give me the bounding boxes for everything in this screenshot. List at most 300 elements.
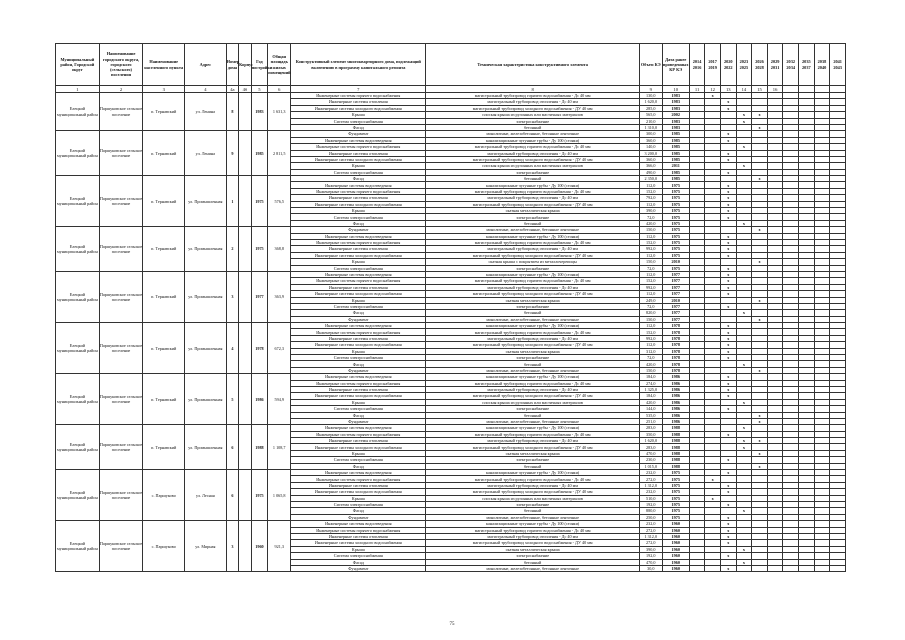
volume-cell: 390,0	[639, 546, 662, 552]
prior-repair-date-cell: 1975	[662, 188, 689, 194]
period-cell	[767, 565, 783, 571]
period-cell: x	[752, 450, 768, 456]
period-cell: x	[720, 374, 736, 380]
volume-cell: 232,0	[639, 521, 662, 527]
prior-repair-date-cell: 2002	[662, 112, 689, 118]
street-cell: ул. Лесная	[185, 470, 227, 521]
column-number: 8	[426, 86, 639, 93]
characteristic-cell: электроснабжение	[426, 214, 639, 220]
locality-cell: п. Тернавский	[143, 271, 185, 322]
header-cell: Техническая характеристика конструктивного элемента	[426, 44, 639, 86]
characteristic-cell: скатная металлическая крыша	[426, 297, 639, 303]
element-cell: Фундамент	[291, 367, 426, 373]
volume-cell: 283,0	[639, 425, 662, 431]
column-number-row	[56, 86, 846, 93]
locality-cell: п. Тернавский	[143, 374, 185, 425]
element-cell: Инженерные системы горячего водоснабжения	[291, 329, 426, 335]
header-cell: Адрес	[185, 44, 227, 86]
period-cell	[830, 565, 846, 571]
prior-repair-date-cell: 1975	[662, 508, 689, 514]
volume-cell: 112,0	[639, 201, 662, 207]
characteristic-cell: магистральный трубопровод горячего водоснабжения - Дс 40 мм	[426, 476, 639, 482]
volume-cell: 510,0	[639, 495, 662, 501]
element-cell: Инженерные системы горячего водоснабжения	[291, 431, 426, 437]
column-number: 15	[752, 86, 768, 93]
year-built-cell: 1960	[251, 521, 268, 572]
characteristic-cell: магистральный трубопровод холодного водоснабжения - ДУ 40 мм	[426, 201, 639, 207]
header-cell: Дата ранее проведенных КР КЭ	[662, 44, 689, 86]
period-cell: x	[720, 335, 736, 341]
period-cell: x	[720, 342, 736, 348]
characteristic-cell: электроснабжение	[426, 303, 639, 309]
characteristic-cell: электроснабжение	[426, 406, 639, 412]
characteristic-cell: канализационные чугунные трубы - Ду 100 (стояки)	[426, 323, 639, 329]
volume-cell: 140,0	[639, 144, 662, 150]
volume-cell: 272,0	[639, 540, 662, 546]
element-cell: Инженерные системы холодного водоснабжения	[291, 540, 426, 546]
house-number-cell: 3	[226, 271, 238, 322]
element-cell: Фасад	[291, 310, 426, 316]
volume-cell: 366,0	[639, 163, 662, 169]
district-cell: Елецкий муниципальный район	[56, 271, 100, 322]
area-cell: 363,9	[268, 271, 291, 322]
period-cell: x	[736, 438, 752, 444]
element-cell: Инженерные системы отопления	[291, 284, 426, 290]
period-cell: x	[736, 444, 752, 450]
characteristic-cell: электроснабжение	[426, 265, 639, 271]
period-cell: x	[720, 188, 736, 194]
element-cell: Инженерные системы холодного водоснабжения	[291, 393, 426, 399]
characteristic-cell: магистральный трубопровод горячего водоснабжения - Дс 40 мм	[426, 380, 639, 386]
volume-cell: 250,0	[639, 514, 662, 520]
characteristic-cell: магистральный трубопровод горячего водоснабжения - Дс 40 мм	[426, 93, 639, 99]
volume-cell: 150,0	[639, 367, 662, 373]
volume-cell: 232,0	[639, 489, 662, 495]
characteristic-cell: магистральный трубопровод холодного водоснабжения - ДУ 40 мм	[426, 540, 639, 546]
volume-cell: 112,0	[639, 342, 662, 348]
volume-cell: 360,0	[639, 137, 662, 143]
prior-repair-date-cell: 1978	[662, 361, 689, 367]
characteristic-cell: канализационные чугунные трубы - Ду 100 (стояки)	[426, 521, 639, 527]
volume-cell: 490,0	[639, 169, 662, 175]
period-cell	[799, 565, 815, 571]
period-cell: x	[720, 182, 736, 188]
street-cell: ул. Промышленная	[185, 176, 227, 227]
element-cell: Инженерные системы отопления	[291, 246, 426, 252]
period-cell: x	[720, 565, 736, 571]
element-cell: Инженерные системы отопления	[291, 335, 426, 341]
period-cell: x	[720, 156, 736, 162]
settlement-cell: Паршуковское сельское поселение	[99, 323, 143, 374]
period-cell	[705, 565, 721, 571]
characteristic-cell: магистральный трубопровод отопления - Дс 40 мм	[426, 195, 639, 201]
period-cell	[783, 565, 799, 571]
column-number: 7	[291, 86, 426, 93]
header-cell: 2032 2034	[783, 44, 799, 86]
element-cell: Инженерные системы холодного водоснабжения	[291, 444, 426, 450]
settlement-cell: Паршуковское сельское поселение	[99, 521, 143, 572]
element-cell: Инженерные системы отопления	[291, 533, 426, 539]
prior-repair-date-cell: 1975	[662, 239, 689, 245]
volume-cell: 285,0	[639, 105, 662, 111]
characteristic-cell: магистральный трубопровод горячего водоснабжения - Дс 40 мм	[426, 278, 639, 284]
volume-cell: 251,0	[639, 418, 662, 424]
volume-cell: 150,0	[639, 316, 662, 322]
volume-cell: 152,0	[639, 278, 662, 284]
prior-repair-date-cell: 1975	[662, 482, 689, 488]
program-table-sheet	[55, 43, 846, 572]
street-cell: ул. Ленина	[185, 131, 227, 176]
prior-repair-date-cell: 1983	[662, 99, 689, 105]
characteristic-cell: магистральный трубопровод отопления - Дс 40 мм	[426, 335, 639, 341]
characteristic-cell: магистральный трубопровод отопления - Дс 40 мм	[426, 284, 639, 290]
building-cell	[239, 470, 251, 521]
characteristic-cell: магистральный трубопровод горячего водоснабжения - Дс 40 мм	[426, 329, 639, 335]
period-cell	[752, 565, 768, 571]
period-cell: x	[720, 303, 736, 309]
period-cell: x	[720, 527, 736, 533]
element-cell: Инженерные системы водоотведения	[291, 323, 426, 329]
district-cell: Елецкий муниципальный район	[56, 227, 100, 272]
characteristic-cell: бетонный	[426, 559, 639, 565]
district-cell: Елецкий муниципальный район	[56, 470, 100, 521]
prior-repair-date-cell: 2010	[662, 259, 689, 265]
period-cell: x	[720, 169, 736, 175]
column-number	[830, 86, 846, 93]
characteristic-cell: магистральный трубопровод горячего водоснабжения - Дс 40 мм	[426, 431, 639, 437]
prior-repair-date-cell: 1983	[662, 93, 689, 99]
period-cell: x	[736, 144, 752, 150]
period-cell: x	[720, 239, 736, 245]
prior-repair-date-cell: 1988	[662, 444, 689, 450]
period-cell: x	[720, 214, 736, 220]
locality-cell: п. Тернавский	[143, 425, 185, 470]
area-cell: 2 811,5	[268, 131, 291, 176]
locality-cell: п. Тернавский	[143, 227, 185, 272]
volume-cell: 192,0	[639, 502, 662, 508]
volume-cell: 1 310,0	[639, 124, 662, 130]
element-cell: Инженерные системы холодного водоснабжения	[291, 291, 426, 297]
period-cell: x	[720, 514, 736, 520]
prior-repair-date-cell: 1988	[662, 457, 689, 463]
characteristic-cell: магистральный трубопровод холодного водоснабжения - ДУ 40 мм	[426, 156, 639, 162]
period-cell: x	[720, 489, 736, 495]
element-cell: Инженерные системы холодного водоснабжения	[291, 156, 426, 162]
prior-repair-date-cell: 1975	[662, 182, 689, 188]
element-cell: Крыша	[291, 208, 426, 214]
column-number	[799, 86, 815, 93]
prior-repair-date-cell: 1975	[662, 246, 689, 252]
volume-cell: 72,0	[639, 214, 662, 220]
area-cell: 1 065,8	[268, 470, 291, 521]
characteristic-cell: электроснабжение	[426, 553, 639, 559]
period-cell: x	[720, 105, 736, 111]
column-number: 1	[56, 86, 100, 93]
volume-cell: 150,0	[639, 227, 662, 233]
element-cell: Инженерные системы горячего водоснабжения	[291, 527, 426, 533]
volume-cell: 470,0	[639, 559, 662, 565]
element-cell: Инженерные системы холодного водоснабжения	[291, 342, 426, 348]
prior-repair-date-cell: 1960	[662, 546, 689, 552]
element-cell: Фундамент	[291, 565, 426, 571]
building-cell	[239, 374, 251, 425]
volume-cell: 565,0	[639, 112, 662, 118]
element-cell: Инженерные системы горячего водоснабжения	[291, 144, 426, 150]
period-cell: x	[720, 265, 736, 271]
period-cell: x	[720, 540, 736, 546]
volume-cell: 112,0	[639, 323, 662, 329]
period-cell: x	[720, 348, 736, 354]
street-cell: ул. Промышленная	[185, 374, 227, 425]
house-number-cell: 1	[226, 176, 238, 227]
element-cell: Система электроснабжения	[291, 214, 426, 220]
volume-cell: 112,0	[639, 291, 662, 297]
element-cell: Инженерные системы водоотведения	[291, 374, 426, 380]
locality-cell: п. Тернавский	[143, 131, 185, 176]
period-cell: x	[736, 508, 752, 514]
element-cell: Фундамент	[291, 418, 426, 424]
prior-repair-date-cell: 1960	[662, 553, 689, 559]
volume-cell: 300,0	[639, 131, 662, 137]
period-cell: x	[752, 259, 768, 265]
period-cell: x	[720, 431, 736, 437]
period-cell: x	[705, 495, 721, 501]
volume-cell: 1 312,0	[639, 482, 662, 488]
column-number: 14	[736, 86, 752, 93]
element-cell: Инженерные системы водоотведения	[291, 470, 426, 476]
characteristic-cell: канализационные чугунные трубы - Ду 100 (стояки)	[426, 271, 639, 277]
characteristic-cell: канализационные чугунные трубы - Ду 100 (стояки)	[426, 374, 639, 380]
element-cell: Крыша	[291, 399, 426, 405]
settlement-cell: Паршуковское сельское поселение	[99, 374, 143, 425]
volume-cell: 2 350,0	[639, 176, 662, 182]
characteristic-cell: магистральный трубопровод горячего водоснабжения - Дс 40 мм	[426, 144, 639, 150]
element-cell: Инженерные системы водоотведения	[291, 521, 426, 527]
element-cell: Система электроснабжения	[291, 355, 426, 361]
house-number-cell: 4	[226, 323, 238, 374]
characteristic-cell: скатная металлическая крыша	[426, 208, 639, 214]
header-cell: 2029 2031	[767, 44, 783, 86]
element-cell: Инженерные системы водоотведения	[291, 137, 426, 143]
characteristic-cell: бетонный	[426, 463, 639, 469]
period-cell: x	[705, 93, 721, 99]
period-cell: x	[752, 418, 768, 424]
prior-repair-date-cell: 1978	[662, 367, 689, 373]
prior-repair-date-cell: 1978	[662, 342, 689, 348]
characteristic-cell: канализационные чугунные трубы - Ду 100 (стояки)	[426, 470, 639, 476]
characteristic-cell: магистральный трубопровод отопления - Дс 40 мм	[426, 533, 639, 539]
characteristic-cell: канализационные чугунные трубы - Ду 100 (стояки)	[426, 137, 639, 143]
period-cell: x	[720, 99, 736, 105]
prior-repair-date-cell: 1975	[662, 476, 689, 482]
column-number	[814, 86, 830, 93]
element-cell: Фундамент	[291, 131, 426, 137]
element-cell: Фасад	[291, 559, 426, 565]
characteristic-cell: скатная металлическая крыша	[426, 348, 639, 354]
period-cell: x	[720, 131, 736, 137]
prior-repair-date-cell: 1975	[662, 470, 689, 476]
period-cell: x	[720, 482, 736, 488]
area-cell: 368,8	[268, 227, 291, 272]
prior-repair-date-cell: 1986	[662, 374, 689, 380]
locality-cell: с. Паршуково	[143, 521, 185, 572]
element-cell: Инженерные системы холодного водоснабжения	[291, 252, 426, 258]
element-cell: Инженерные системы водоотведения	[291, 425, 426, 431]
characteristic-cell: бетонный	[426, 310, 639, 316]
house-number-cell: 2	[226, 227, 238, 272]
volume-cell: 112,0	[639, 271, 662, 277]
characteristic-cell: бетонный	[426, 220, 639, 226]
characteristic-cell: магистральный трубопровод холодного водоснабжения - ДУ 40 мм	[426, 444, 639, 450]
column-number: 10	[662, 86, 689, 93]
characteristic-cell: электроснабжение	[426, 355, 639, 361]
year-built-cell: 1975	[251, 176, 268, 227]
house-number-cell: 5	[226, 374, 238, 425]
period-cell: x	[720, 195, 736, 201]
characteristic-cell: плоская крыша из рулонных или мастичных материалов	[426, 112, 639, 118]
element-cell: Фасад	[291, 508, 426, 514]
page-number: 75	[449, 622, 455, 627]
prior-repair-date-cell: 1986	[662, 412, 689, 418]
characteristic-cell: магистральный трубопровод отопления - Дс 40 мм	[426, 438, 639, 444]
element-cell: Фундамент	[291, 227, 426, 233]
characteristic-cell: бетонный	[426, 361, 639, 367]
period-cell: x	[736, 546, 752, 552]
element-cell: Инженерные системы горячего водоснабжения	[291, 188, 426, 194]
volume-cell: 230,0	[639, 457, 662, 463]
element-cell: Фасад	[291, 361, 426, 367]
period-cell: x	[752, 297, 768, 303]
element-cell: Инженерные системы водоотведения	[291, 271, 426, 277]
header-cell: 2038 2040	[814, 44, 830, 86]
prior-repair-date-cell: 1983	[662, 124, 689, 130]
volume-cell: 350,0	[639, 431, 662, 437]
element-cell: Инженерные системы горячего водоснабжения	[291, 93, 426, 99]
column-number: 13	[720, 86, 736, 93]
prior-repair-date-cell: 1988	[662, 450, 689, 456]
prior-repair-date-cell: 1985	[662, 169, 689, 175]
characteristic-cell: магистральный трубопровод отопления - Дс 40 мм	[426, 246, 639, 252]
area-cell: 594,9	[268, 374, 291, 425]
volume-cell: 72,0	[639, 265, 662, 271]
volume-cell: 1 325,0	[639, 386, 662, 392]
prior-repair-date-cell: 1975	[662, 227, 689, 233]
element-cell: Фасад	[291, 176, 426, 182]
volume-cell: 150,0	[639, 259, 662, 265]
element-cell: Инженерные системы горячего водоснабжения	[291, 239, 426, 245]
column-number: 2	[99, 86, 143, 93]
period-cell: x	[752, 112, 768, 118]
period-cell: x	[720, 470, 736, 476]
volume-cell: 272,0	[639, 476, 662, 482]
period-cell: x	[720, 246, 736, 252]
prior-repair-date-cell: 1986	[662, 393, 689, 399]
volume-cell: 535,0	[639, 412, 662, 418]
element-cell: Крыша	[291, 546, 426, 552]
column-number: 11	[689, 86, 705, 93]
characteristic-cell: монолитные, железобетонные, бетонные ленточные	[426, 514, 639, 520]
characteristic-cell: монолитные, железобетонные, бетонные ленточные	[426, 131, 639, 137]
volume-cell: 130,0	[639, 93, 662, 99]
area-cell: 1 631,3	[268, 93, 291, 131]
element-cell: Инженерные системы отопления	[291, 438, 426, 444]
element-cell: Система электроснабжения	[291, 118, 426, 124]
header-cell: 2017 2019	[705, 44, 721, 86]
prior-repair-date-cell: 1960	[662, 527, 689, 533]
volume-cell: 72,0	[639, 355, 662, 361]
prior-repair-date-cell: 1985	[662, 144, 689, 150]
year-built-cell: 1975	[251, 470, 268, 521]
period-cell: x	[752, 367, 768, 373]
prior-repair-date-cell: 1977	[662, 303, 689, 309]
characteristic-cell: магистральный трубопровод холодного водоснабжения - ДУ 40 мм	[426, 342, 639, 348]
prior-repair-date-cell: 1975	[662, 220, 689, 226]
year-built-cell: 1986	[251, 374, 268, 425]
period-cell: x	[752, 316, 768, 322]
period-cell: x	[705, 476, 721, 482]
characteristic-cell: электроснабжение	[426, 169, 639, 175]
header-cell: Год постройки	[251, 44, 268, 86]
settlement-cell: Паршуковское сельское поселение	[99, 227, 143, 272]
prior-repair-date-cell: 1988	[662, 431, 689, 437]
prior-repair-date-cell: 1960	[662, 565, 689, 571]
volume-cell: 1 312,0	[639, 533, 662, 539]
period-cell: x	[752, 412, 768, 418]
period-cell: x	[720, 233, 736, 239]
prior-repair-date-cell: 1977	[662, 316, 689, 322]
element-cell: Инженерные системы холодного водоснабжения	[291, 201, 426, 207]
prior-repair-date-cell: 1977	[662, 291, 689, 297]
volume-cell: 1 620,0	[639, 99, 662, 105]
characteristic-cell: канализационные чугунные трубы - Ду 100 (стояки)	[426, 182, 639, 188]
header-cell: Муниципальный район, Городской округ	[56, 44, 100, 86]
building-cell	[239, 271, 251, 322]
prior-repair-date-cell: 1975	[662, 214, 689, 220]
element-cell: Крыша	[291, 348, 426, 354]
prior-repair-date-cell: 1978	[662, 323, 689, 329]
volume-cell: 30,0	[639, 565, 662, 571]
building-cell	[239, 323, 251, 374]
volume-cell: 72,0	[639, 303, 662, 309]
prior-repair-date-cell: 2010	[662, 297, 689, 303]
period-cell	[736, 565, 752, 571]
period-cell: x	[720, 284, 736, 290]
prior-repair-date-cell: 1988	[662, 438, 689, 444]
district-cell: Елецкий муниципальный район	[56, 425, 100, 470]
header-cell: Объем КЭ	[639, 44, 662, 86]
house-number-cell: 3	[226, 521, 238, 572]
characteristic-cell: магистральный трубопровод отопления - Дс 40 мм	[426, 99, 639, 105]
period-cell: x	[720, 329, 736, 335]
volume-cell: 152,0	[639, 188, 662, 194]
element-cell: Крыша	[291, 297, 426, 303]
period-cell: x	[752, 176, 768, 182]
characteristic-cell: магистральный трубопровод холодного водоснабжения - ДУ 40 мм	[426, 105, 639, 111]
year-built-cell: 1988	[251, 425, 268, 470]
characteristic-cell: электроснабжение	[426, 457, 639, 463]
building-cell	[239, 131, 251, 176]
characteristic-cell: магистральный трубопровод холодного водоснабжения - ДУ 40 мм	[426, 489, 639, 495]
characteristic-cell: плоская крыша из рулонных или мастичных материалов	[426, 495, 639, 501]
settlement-cell: Паршуковское сельское поселение	[99, 176, 143, 227]
prior-repair-date-cell: 1978	[662, 348, 689, 354]
volume-cell: 249,0	[639, 297, 662, 303]
settlement-cell: Паршуковское сельское поселение	[99, 470, 143, 521]
prior-repair-date-cell: 1978	[662, 329, 689, 335]
period-cell: x	[720, 150, 736, 156]
table-body	[56, 93, 846, 572]
element-cell: Система электроснабжения	[291, 169, 426, 175]
